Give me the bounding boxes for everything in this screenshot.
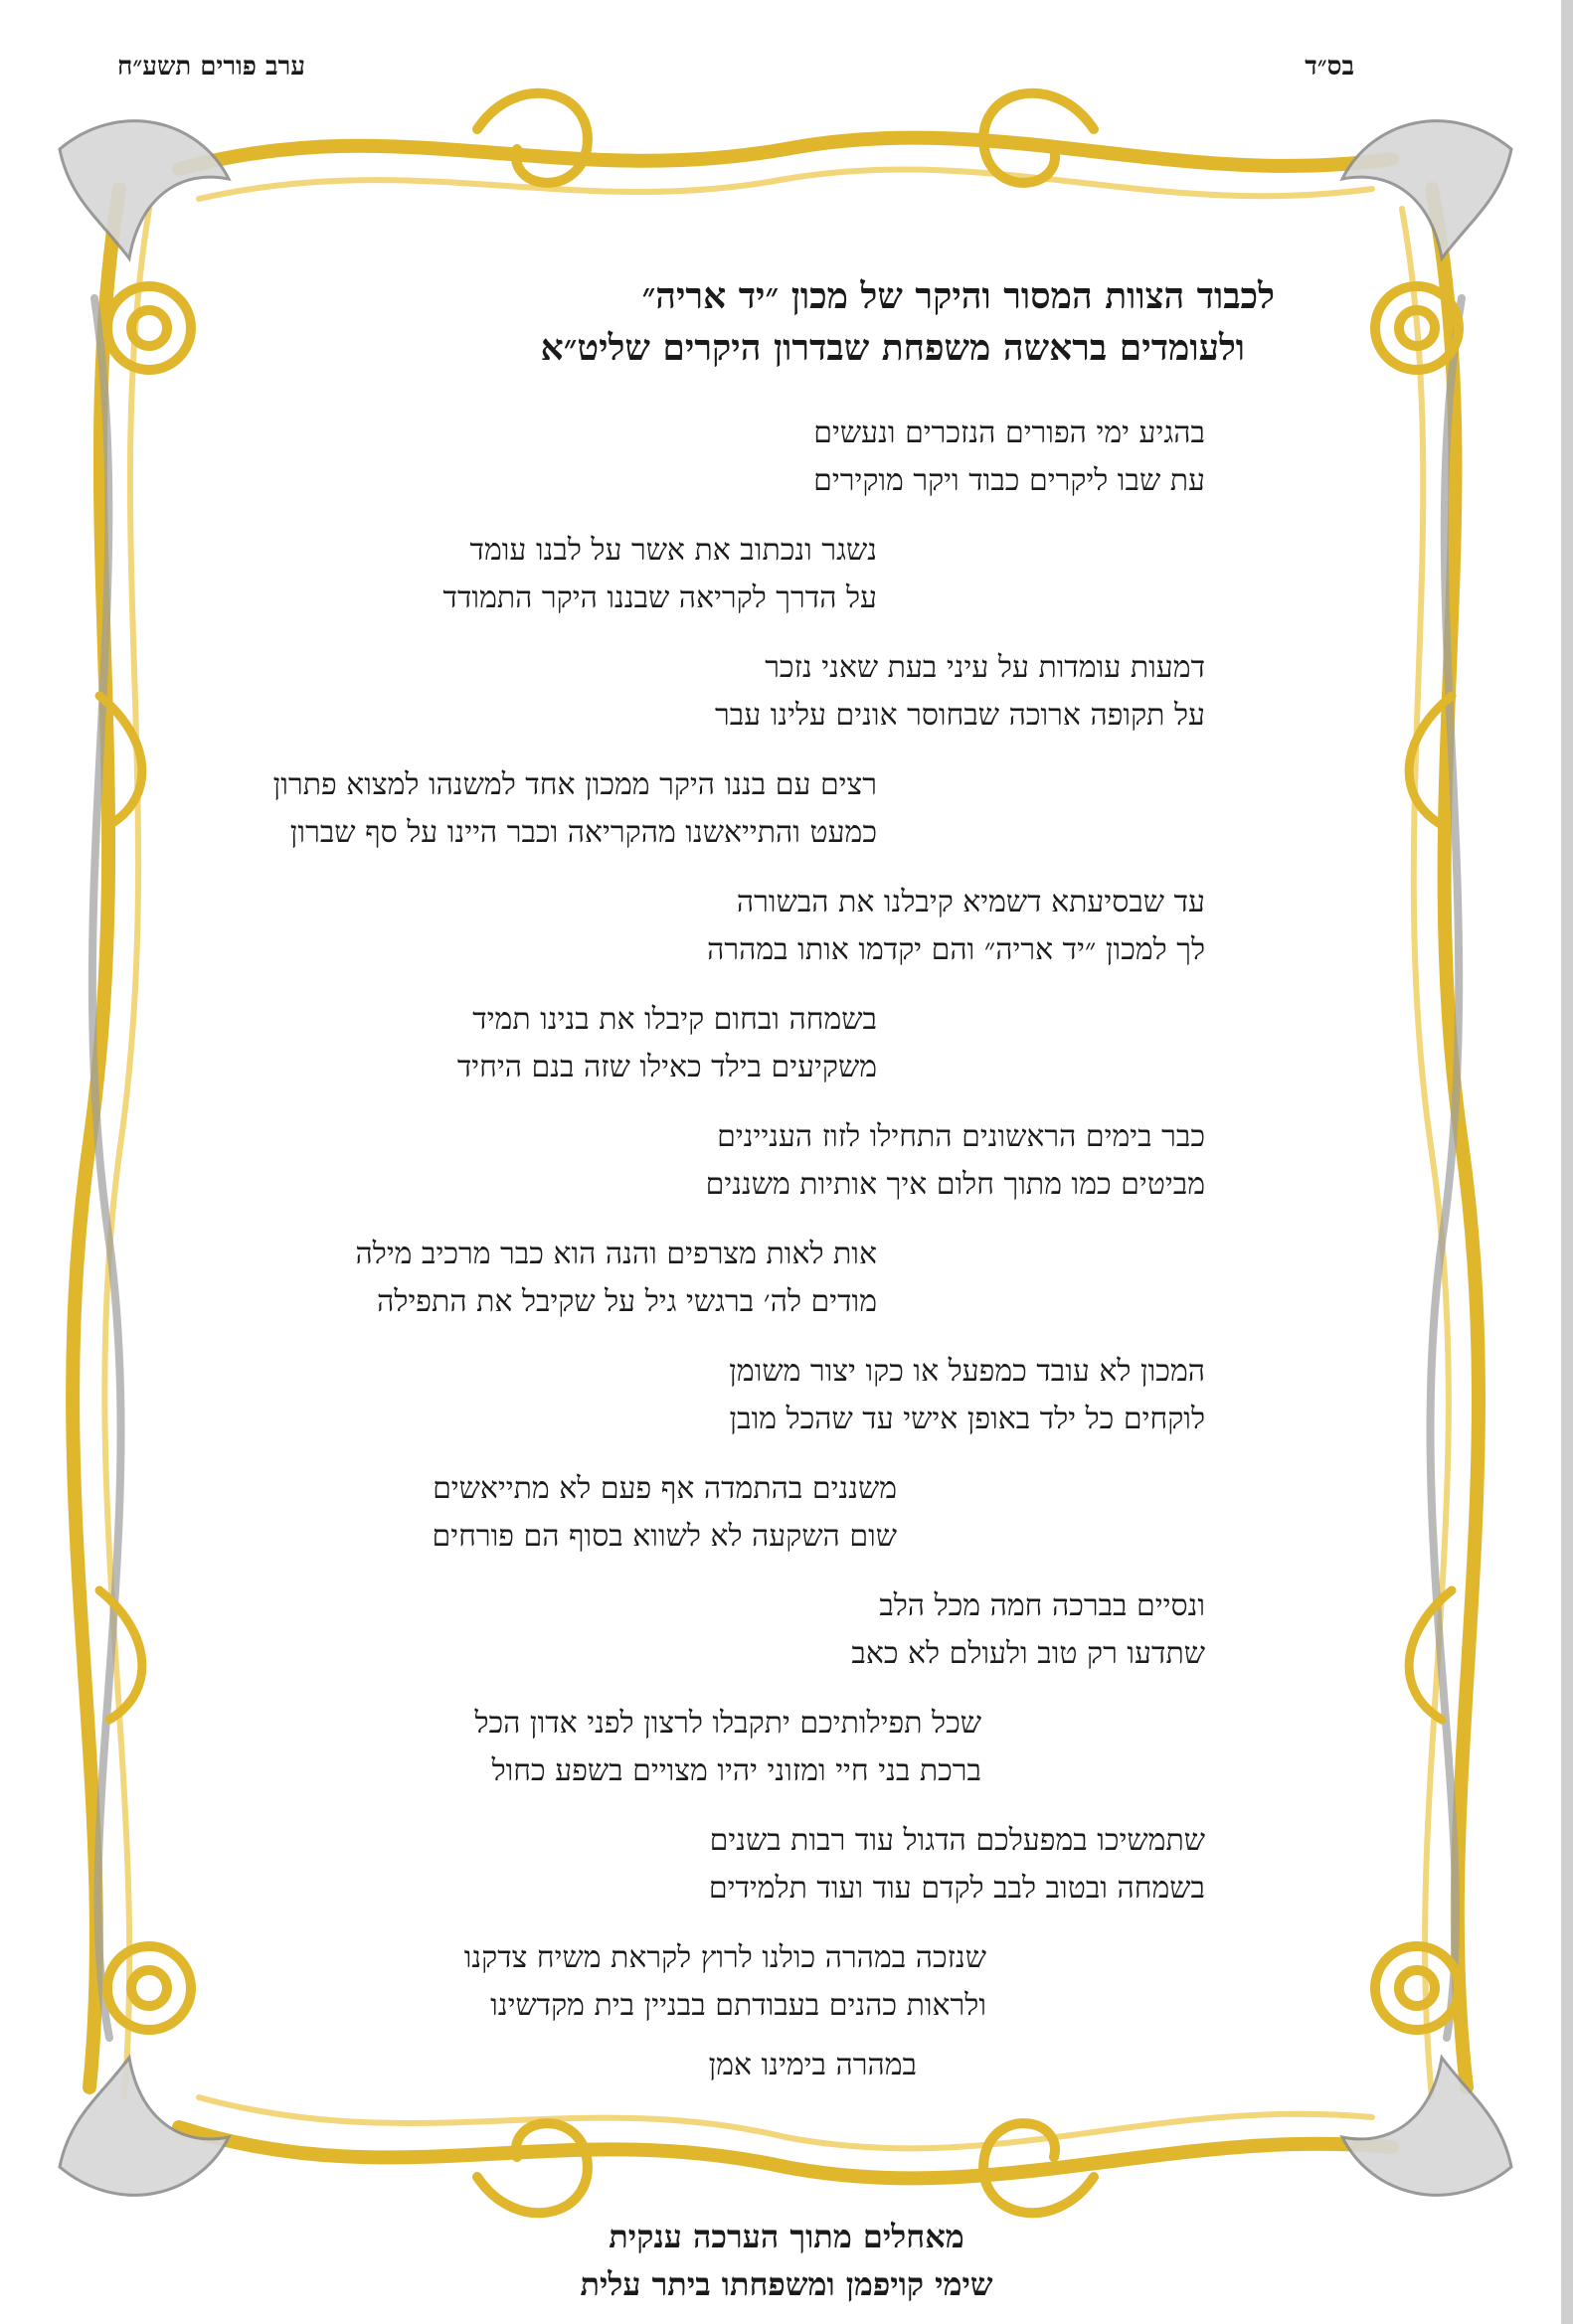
poem-line: עת שבו ליקרים כבוד ויקר מוקירים	[813, 463, 1205, 498]
poem-line: ולראות כהנים בעבודתם בבניין בית מקדשינו	[490, 1988, 986, 2023]
poem-stanza	[706, 1113, 1205, 1209]
poem-line: מביטים כמו מתוך חלום איך אותיות משננים	[705, 1167, 1205, 1202]
poem-line: מודים לה׳ ברגשי גיל על שקיבל את התפילה	[377, 1284, 877, 1319]
dedication-heading	[249, 270, 1275, 374]
poem-line: בשמחה ובחום קיבלו את בנינו תמיד	[472, 1002, 877, 1037]
poem-line: שתמשיכו במפעלכם הדגול עוד רבות בשנים	[709, 1823, 1205, 1858]
poem-stanza	[715, 644, 1205, 740]
poem-line: לך למכון ״יד אריה״ והם יקדמו אותו במהרה	[707, 932, 1205, 967]
poem-stanza	[356, 1231, 877, 1326]
poem-line: כמעט והתייאשנו מהקריאה וכבר היינו על סף שברון	[289, 815, 877, 850]
poem-line: נשגר ונכתוב את אשר על לבנו עומד	[469, 533, 877, 568]
poem-line: רצים עם בננו היקר ממכון אחד למשנהו למצוא פתרון	[272, 767, 877, 802]
poem-line: בשמחה ובטוב לבב לקדם עוד ועוד תלמידים	[708, 1871, 1205, 1906]
poem-line: שום השקעה לא לשווא בסוף הם פורחים	[432, 1519, 897, 1554]
footer-line-2: שימי קויפמן ומשפחתו ביתר עלית	[580, 2265, 993, 2303]
poem-stanza	[707, 879, 1205, 974]
poem-stanza	[457, 996, 877, 1091]
poem-line: שכל תפילותיכם יתקבלו לרצון לפני אדון הכל	[474, 1706, 981, 1741]
poem-line: על הדרך לקריאה שבננו היקר התמודד	[442, 581, 877, 615]
poem-stanza	[709, 1817, 1205, 1912]
poem-line: כבר בימים הראשונים התחילו לזוז העניינים	[717, 1119, 1205, 1154]
footer-line-1: מאחלים מתוך הערכה ענקית	[609, 2218, 964, 2255]
poem-stanza	[474, 1700, 981, 1795]
closing-blessing: במהרה בימינו אמן	[708, 2048, 917, 2082]
poem-line: בהגיע ימי הפורים הנזכרים ונעשים	[813, 415, 1205, 450]
poem-stanza	[464, 1934, 986, 2030]
poem-line: ונסיים בברכה חמה מכל הלב	[879, 1588, 1205, 1623]
poem-stanza	[443, 527, 877, 622]
top-right-note: בס״ד	[1305, 52, 1354, 82]
poem-line: על תקופה ארוכה שבחוסר אונים עלינו עבר	[715, 698, 1205, 733]
poem-stanza	[851, 1582, 1205, 1678]
poem-line: משננים בהתמדה אף פעם לא מתייאשים	[433, 1471, 897, 1506]
poem-stanza	[433, 1465, 898, 1561]
poem-stanza	[729, 1348, 1205, 1443]
poem-line: שתדעו רק טוב ולעולם לא כאב	[851, 1636, 1205, 1671]
poem-line: עד שבסיעתא דשמיא קיבלנו את הבשורה	[736, 885, 1205, 919]
dedication-line-1: לכבוד הצוות המסור והיקר של מכון ״יד אריה״	[641, 275, 1275, 317]
poem-line: ברכת בני חיי ומזוני יהיו מצויים בשפע כחול	[491, 1753, 981, 1788]
poem-line: משקיעים בילד כאילו שזה בנם היחיד	[456, 1050, 877, 1084]
signature-footer	[0, 2213, 1573, 2308]
poem-stanza	[273, 761, 877, 857]
top-left-note: ערב פורים תשע״ח	[117, 52, 305, 82]
poem-line: אות לאות מצרפים והנה הוא כבר מרכיב מילה	[355, 1237, 877, 1271]
dedication-line-2: ולעומדים בראשה משפחת שבדרון היקרים שליט״א	[540, 327, 1245, 369]
poem-line: לוקחים כל ילד באופן אישי עד שהכל מובן	[729, 1402, 1205, 1436]
poem-stanza	[813, 410, 1205, 505]
poem-line: שנזכה במהרה כולנו לרוץ לקראת משיח צדקנו	[463, 1940, 986, 1975]
poem-line: המכון לא עובד כמפעל או כקו יצור משומן	[729, 1354, 1205, 1389]
poem-line: דמעות עומדות על עיני בעת שאני נזכר	[765, 650, 1205, 685]
